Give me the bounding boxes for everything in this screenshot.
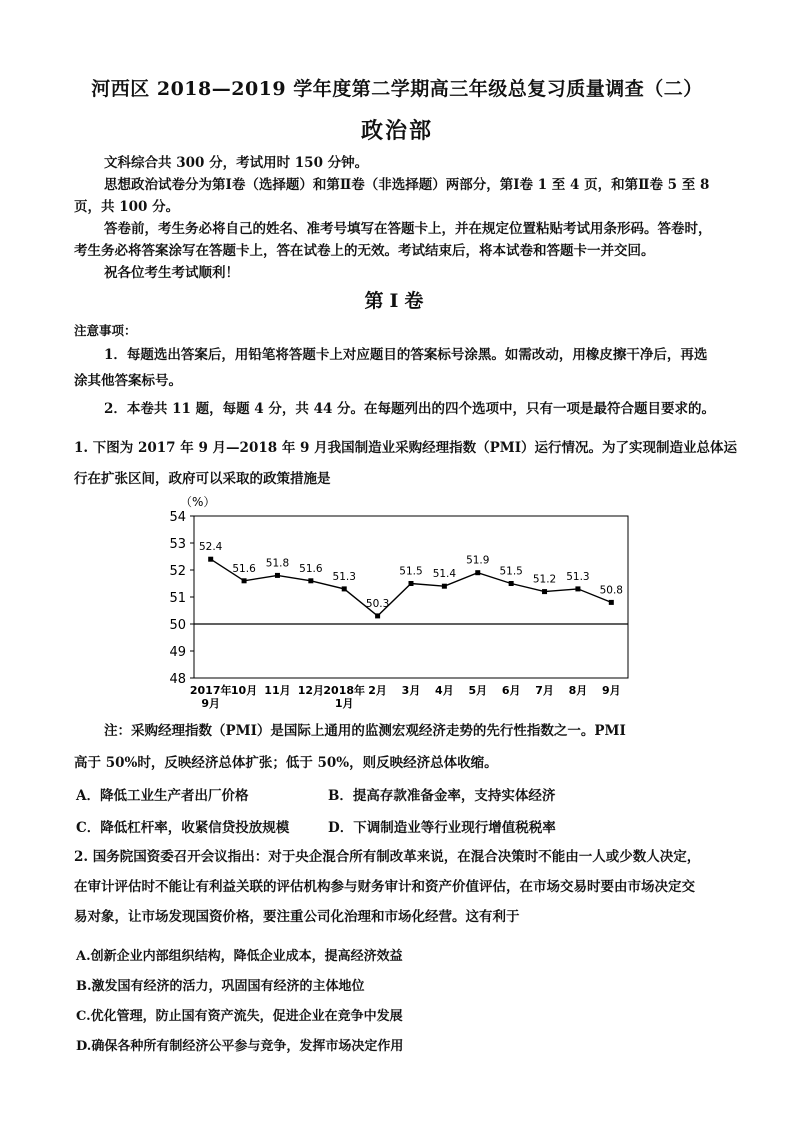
data-label: 51.4 — [432, 568, 457, 581]
x-tick-label: 9月 — [601, 684, 621, 697]
data-label: 51.3 — [566, 570, 590, 583]
q2-option-a[interactable]: A.创新企业内部组织结构，降低企业成本，提高经济效益 — [76, 949, 403, 964]
pmi-line-chart — [150, 488, 650, 712]
x-tick-label: 4月 — [435, 684, 454, 697]
notice-item-1b: 涂其他答案标号。 — [74, 373, 182, 389]
x-tick-label: 2017年 — [189, 684, 232, 697]
data-label: 51.3 — [332, 570, 356, 583]
x-tick-label: 5月 — [468, 684, 488, 697]
q1-stem-a: 1. 下图为 2017 年 9 月—2018 年 9 月我国制造业采购经理指数（PMI）运行情况。为了实现制造业总体运 — [74, 440, 738, 456]
data-label: 51.9 — [466, 554, 490, 567]
intro-line-3a: 答卷前，考生务必将自己的姓名、准考号填写在答题卡上，并在规定位置粘贴考试用条形码。答卷时， — [104, 221, 712, 237]
data-point — [442, 584, 447, 589]
data-point — [575, 586, 580, 591]
q1-note-a: 注：采购经理指数（PMI）是国际上通用的监测宏观经济走势的先行性指数之一。PMI — [104, 723, 626, 739]
q2-stem-b: 在审计评估时不能让有利益关联的评估机构参与财务审计和资产价值评估，在市场交易时要由市场决定交 — [74, 879, 695, 895]
data-label: 51.5 — [399, 565, 423, 578]
exam-subtitle: 政治部 — [360, 118, 433, 144]
y-tick-label: 48 — [169, 672, 186, 687]
q1-option-a[interactable]: A．降低工业生产者出厂价格 — [76, 788, 249, 804]
q1-stem-b: 行在扩张区间，政府可以采取的政策措施是 — [74, 471, 331, 487]
data-point — [342, 586, 347, 591]
section-title: 第Ⅰ卷 — [364, 290, 430, 312]
x-tick-label: 3月 — [401, 684, 421, 697]
y-tick-label: 52 — [169, 564, 186, 579]
x-tick-label: 10月 — [230, 684, 258, 697]
intro-line-4: 祝各位考生考试顺利！ — [104, 265, 239, 281]
y-tick-label: 53 — [169, 537, 186, 552]
x-tick-label: 7月 — [535, 684, 554, 697]
y-tick-label: 54 — [169, 510, 186, 525]
q1-option-c[interactable]: C．降低杠杆率，收紧信贷投放规模 — [76, 820, 290, 836]
x-tick-label: 1月 — [334, 697, 354, 710]
data-label: 51.2 — [532, 573, 557, 586]
intro-line-3b: 考生务必将答案涂写在答题卡上，答在试卷上的无效。考试结束后，将本试卷和答题卡一并交回。 — [74, 243, 655, 259]
y-tick-label: 50 — [169, 618, 186, 633]
notice-item-1a: 1．每题选出答案后，用铅笔将答题卡上对应题目的答案标号涂黑。如需改动，用橡皮擦干净后，再选 — [104, 347, 708, 363]
q2-option-c[interactable]: C.优化管理，防止国有资产流失，促进企业在竞争中发展 — [76, 1009, 403, 1024]
y-unit-label: （%） — [180, 495, 216, 509]
x-tick-label: 2月 — [368, 684, 387, 697]
intro-line-2b: 页，共 100 分。 — [74, 199, 180, 215]
data-label: 51.8 — [265, 557, 290, 570]
exam-title: 河西区 2018—2019 学年度第二学期高三年级总复习质量调查（二） — [91, 78, 703, 100]
notice-item-2: 2．本卷共 11 题，每题 4 分，共 44 分。在每题列出的四个选项中，只有一项是最符合题目要求的。 — [104, 401, 716, 417]
data-point — [275, 573, 280, 578]
data-label: 51.6 — [232, 562, 256, 575]
notice-heading: 注意事项： — [74, 323, 137, 338]
x-tick-label: 2018年 — [323, 684, 366, 697]
data-point — [542, 589, 547, 594]
q2-option-d[interactable]: D.确保各种所有制经济公平参与竞争，发挥市场决定作用 — [76, 1039, 404, 1054]
intro-line-2a: 思想政治试卷分为第Ⅰ卷（选择题）和第Ⅱ卷（非选择题）两部分，第Ⅰ卷 1 至 4 页，和第Ⅱ卷 5 至 8 — [104, 177, 710, 193]
x-tick-label: 9月 — [201, 697, 221, 710]
data-point — [475, 570, 480, 575]
x-tick-label: 6月 — [501, 684, 521, 697]
intro-line-1: 文科综合共 300 分，考试用时 150 分钟。 — [104, 155, 369, 171]
data-label: 50.3 — [365, 597, 390, 610]
x-tick-label: 11月 — [264, 684, 291, 697]
plot-frame — [194, 516, 628, 678]
data-point — [242, 578, 247, 583]
data-label: 51.6 — [299, 562, 323, 575]
y-tick-label: 49 — [169, 645, 186, 660]
data-label: 52.4 — [198, 541, 223, 554]
q1-note-b: 高于 50%时，反映经济总体扩张；低于 50%，则反映经济总体收缩。 — [74, 755, 498, 771]
data-point — [375, 613, 380, 618]
data-label: 50.8 — [599, 584, 624, 597]
data-point — [509, 581, 514, 586]
x-tick-label: 12月 — [297, 684, 325, 697]
y-tick-label: 51 — [169, 591, 186, 606]
x-tick-label: 8月 — [568, 684, 588, 697]
q2-stem-c: 易对象，让市场发现国资价格，要注重公司化治理和市场化经营。这有利于 — [74, 909, 520, 925]
q1-option-d[interactable]: D．下调制造业等行业现行增值税税率 — [328, 820, 556, 836]
data-point — [208, 557, 213, 562]
data-point — [308, 578, 313, 583]
data-label: 51.5 — [499, 565, 523, 578]
data-point — [609, 600, 614, 605]
q2-option-b[interactable]: B.激发国有经济的活力，巩固国有经济的主体地位 — [76, 979, 365, 994]
data-point — [409, 581, 414, 586]
q2-stem-a: 2. 国务院国资委召开会议指出：对于央企混合所有制改革来说，在混合决策时不能由一人或少数人决定， — [74, 849, 701, 865]
q1-option-b[interactable]: B．提高存款准备金率，支持实体经济 — [328, 788, 556, 804]
